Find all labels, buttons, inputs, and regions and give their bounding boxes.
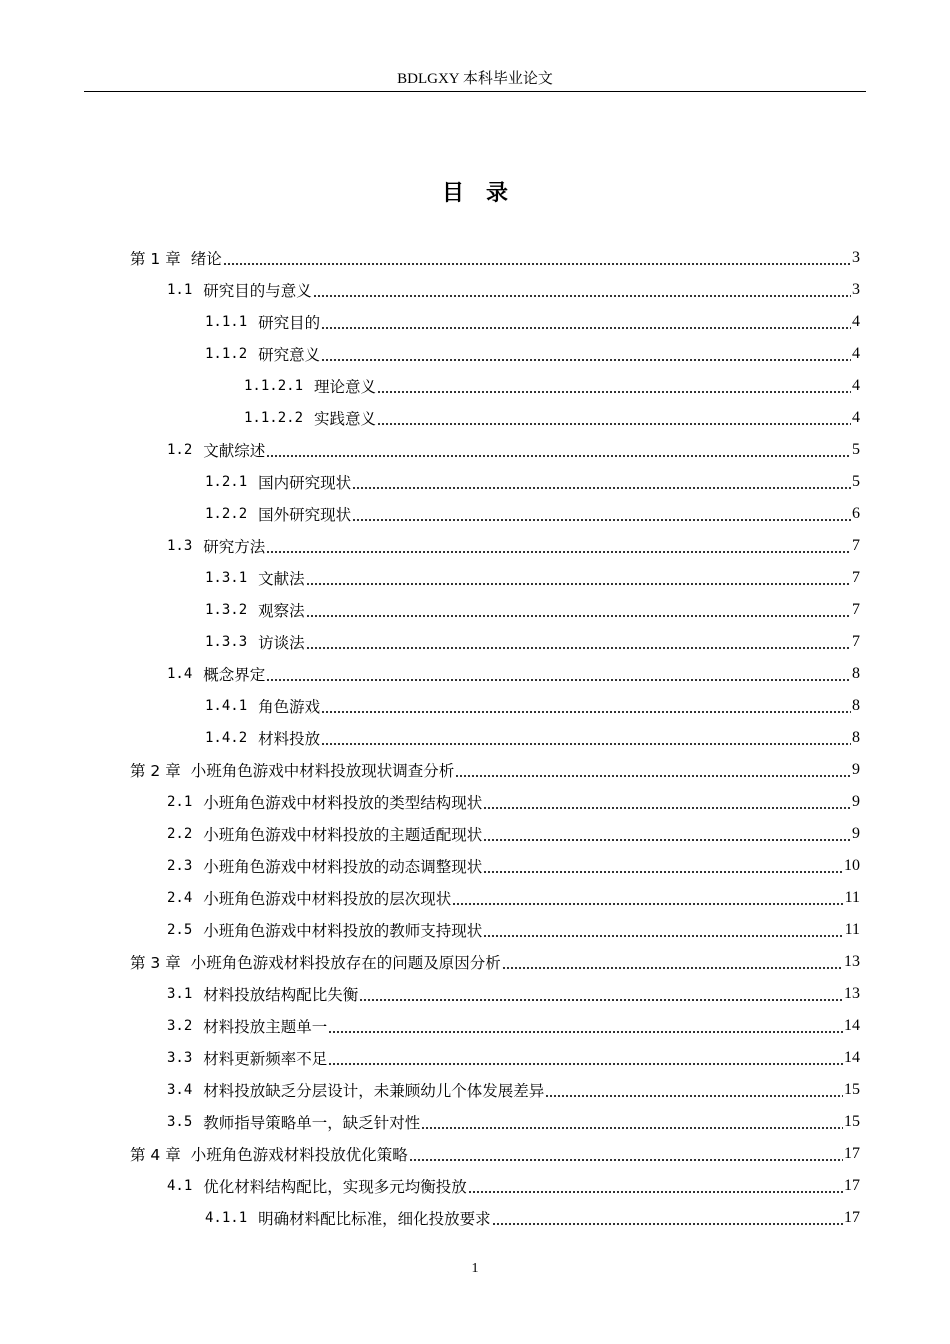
toc-dot-leader [223,263,851,265]
toc-dot-leader [328,1063,843,1065]
toc-dot-leader [266,551,851,553]
toc-entry-page: 17 [844,1145,860,1162]
toc-entry-number: 1.3.2 [205,602,248,618]
toc-entry-title: 观察法 [258,602,305,620]
toc-dot-leader [306,615,851,617]
toc-title: 目录 [441,181,530,206]
toc-entry-title: 小班角色游戏材料投放优化策略 [190,1146,408,1164]
toc-dot-leader [328,1031,843,1033]
toc-entry-number: 2.4 [167,890,193,906]
toc-entry[interactable] [167,1170,860,1202]
toc-entry-number: 2.1 [167,794,193,810]
toc-entry-number: 1.2.1 [205,474,248,490]
toc-entry-number: 1.1.2 [205,346,248,362]
toc-entry-page: 13 [844,985,860,1002]
toc-entry[interactable] [167,1042,860,1074]
toc-dot-leader [455,775,851,777]
toc-entry-title: 明确材料配比标准，细化投放要求 [258,1210,491,1228]
page-header: BDLGXY 本科毕业论文 [397,71,553,87]
toc-entry-page: 17 [844,1177,860,1194]
toc-entry[interactable] [130,946,860,978]
toc-entry-page: 8 [852,665,860,682]
toc-entry-title: 理论意义 [314,378,377,396]
toc-entry-number: 1.1.2.1 [244,378,304,394]
toc-entry-number: 4.1 [167,1178,193,1194]
toc-entry-page: 7 [852,601,860,618]
toc-entry-page: 4 [852,313,860,330]
toc-entry-number: 1.3.1 [205,570,248,586]
toc-entry[interactable] [167,818,860,850]
toc-entry-number: 第 2 章 [130,762,181,780]
toc-entry-number: 1.1.1 [205,314,248,330]
toc-entry[interactable] [130,242,860,274]
toc-entry[interactable] [167,786,860,818]
toc-entry-title: 研究意义 [258,346,321,364]
toc-entry-title: 访谈法 [258,634,305,652]
toc-dot-leader [306,647,851,649]
toc-dot-leader [492,1223,843,1225]
toc-entry-number: 1.3.3 [205,634,248,650]
toc-dot-leader [483,839,851,841]
toc-entry-number: 1.1 [167,282,193,298]
toc-entry-page: 9 [852,793,860,810]
toc-entry[interactable] [205,594,860,626]
toc-entry[interactable] [205,466,860,498]
toc-entry-title: 研究目的与意义 [203,282,312,300]
toc-entry[interactable] [205,338,860,370]
toc-dot-leader [321,359,851,361]
toc-dot-leader [266,455,851,457]
toc-entry-number: 2.5 [167,922,193,938]
toc-dot-leader [421,1127,843,1129]
toc-entry-number: 4.1.1 [205,1210,248,1226]
toc-entry-number: 第 4 章 [130,1146,181,1164]
toc-entry-number: 1.3 [167,538,193,554]
toc-entry-number: 第 3 章 [130,954,181,972]
toc-entry[interactable] [244,370,860,402]
toc-dot-leader [483,871,843,873]
toc-entry-number: 1.4.2 [205,730,248,746]
toc-entry-page: 9 [852,825,860,842]
toc-entry-page: 5 [852,441,860,458]
toc-entry-number: 3.4 [167,1082,193,1098]
toc-entry-page: 8 [852,729,860,746]
toc-entry-page: 14 [844,1049,860,1066]
toc-entry-number: 1.4 [167,666,193,682]
toc-entry-number: 3.1 [167,986,193,1002]
toc-entry[interactable] [167,882,860,914]
toc-entry[interactable] [167,978,860,1010]
header-divider [84,91,866,92]
toc-dot-leader [377,423,851,425]
toc-entry-page: 17 [844,1209,860,1226]
toc-entry-page: 10 [844,857,860,874]
toc-entry-page: 8 [852,697,860,714]
toc-entry-title: 小班角色游戏中材料投放的类型结构现状 [203,794,483,812]
toc-entry-page: 13 [844,953,860,970]
toc-entry-page: 6 [852,505,860,522]
toc-entry-page: 4 [852,377,860,394]
toc-entry-page: 4 [852,345,860,362]
toc-entry-page: 7 [852,633,860,650]
toc-dot-leader [313,295,851,297]
toc-entry[interactable] [205,306,860,338]
toc-entry-title: 材料投放缺乏分层设计，未兼顾幼儿个体发展差异 [203,1082,545,1100]
toc-entry-title: 概念界定 [203,666,266,684]
toc-entry-page: 14 [844,1017,860,1034]
toc-entry[interactable] [167,434,860,466]
toc-entry-title: 小班角色游戏中材料投放现状调查分析 [190,762,455,780]
page-number: 1 [471,1261,479,1276]
toc-entry-title: 小班角色游戏中材料投放的教师支持现状 [203,922,483,940]
toc-dot-leader [452,903,843,905]
toc-dot-leader [321,327,851,329]
toc-entry-title: 国内研究现状 [258,474,352,492]
toc-entry-title: 小班角色游戏材料投放存在的问题及原因分析 [190,954,501,972]
toc-entry-title: 教师指导策略单一，缺乏针对性 [203,1114,421,1132]
toc-entry-title: 材料投放主题单一 [203,1018,328,1036]
toc-entry[interactable] [167,658,860,690]
toc-entry[interactable] [167,1010,860,1042]
toc-entry-title: 优化材料结构配比，实现多元均衡投放 [203,1178,467,1196]
toc-entry[interactable] [205,498,860,530]
toc-entry-page: 5 [852,473,860,490]
toc-entry[interactable] [167,274,860,306]
toc-dot-leader [377,391,851,393]
toc-dot-leader [352,519,851,521]
toc-entry[interactable] [244,402,860,434]
toc-entry-number: 1.4.1 [205,698,248,714]
toc-entry-page: 3 [852,249,860,266]
toc-dot-leader [266,679,851,681]
toc-entry-title: 文献法 [258,570,305,588]
toc-dot-leader [359,999,843,1001]
toc-entry-title: 实践意义 [314,410,377,428]
toc-entry-page: 11 [844,889,860,906]
toc-entry-title: 文献综述 [203,442,266,460]
toc-entry-title: 小班角色游戏中材料投放的动态调整现状 [203,858,483,876]
toc-dot-leader [306,583,851,585]
toc-dot-leader [321,743,851,745]
toc-entry-title: 绪论 [190,250,222,268]
toc-entry-page: 15 [844,1113,860,1130]
toc-dot-leader [468,1191,843,1193]
toc-entry-title: 研究方法 [203,538,266,556]
toc-dot-leader [352,487,851,489]
toc-entry[interactable] [205,562,860,594]
toc-entry-title: 材料投放 [258,730,321,748]
toc-entry[interactable] [167,850,860,882]
toc-entry[interactable] [130,1138,860,1170]
toc-entry[interactable] [205,722,860,754]
toc-entry[interactable] [205,626,860,658]
toc-entry-title: 研究目的 [258,314,321,332]
toc-entry[interactable] [205,690,860,722]
toc-entry-number: 1.2.2 [205,506,248,522]
toc-entry-number: 2.3 [167,858,193,874]
toc-entry-page: 7 [852,569,860,586]
toc-entry-page: 9 [852,761,860,778]
toc-entry-page: 7 [852,537,860,554]
toc-dot-leader [483,807,851,809]
toc-entry-number: 3.2 [167,1018,193,1034]
toc-entry[interactable] [167,1106,860,1138]
toc-entry-title: 小班角色游戏中材料投放的主题适配现状 [203,826,483,844]
toc-entry-page: 3 [852,281,860,298]
toc-dot-leader [545,1095,843,1097]
toc-dot-leader [502,967,843,969]
toc-entry-title: 材料投放结构配比失衡 [203,986,359,1004]
toc-entry-page: 15 [844,1081,860,1098]
toc-entry[interactable] [205,1202,860,1234]
toc-entry[interactable] [167,530,860,562]
toc-entry[interactable] [167,914,860,946]
toc-entry-title: 小班角色游戏中材料投放的层次现状 [203,890,452,908]
toc-entry[interactable] [167,1074,860,1106]
toc-entry-number: 1.1.2.2 [244,410,304,426]
toc-dot-leader [321,711,851,713]
toc-entry-number: 3.3 [167,1050,193,1066]
toc-entry-number: 第 1 章 [130,250,181,268]
toc-entry-title: 材料更新频率不足 [203,1050,328,1068]
toc-dot-leader [409,1159,843,1161]
toc-entry-page: 4 [852,409,860,426]
toc-entry-number: 2.2 [167,826,193,842]
toc-entry-number: 1.2 [167,442,193,458]
toc-entry[interactable] [130,754,860,786]
toc-entry-page: 11 [844,921,860,938]
toc-dot-leader [483,935,843,937]
toc-entry-title: 国外研究现状 [258,506,352,524]
toc-entry-number: 3.5 [167,1114,193,1130]
toc-entry-title: 角色游戏 [258,698,321,716]
